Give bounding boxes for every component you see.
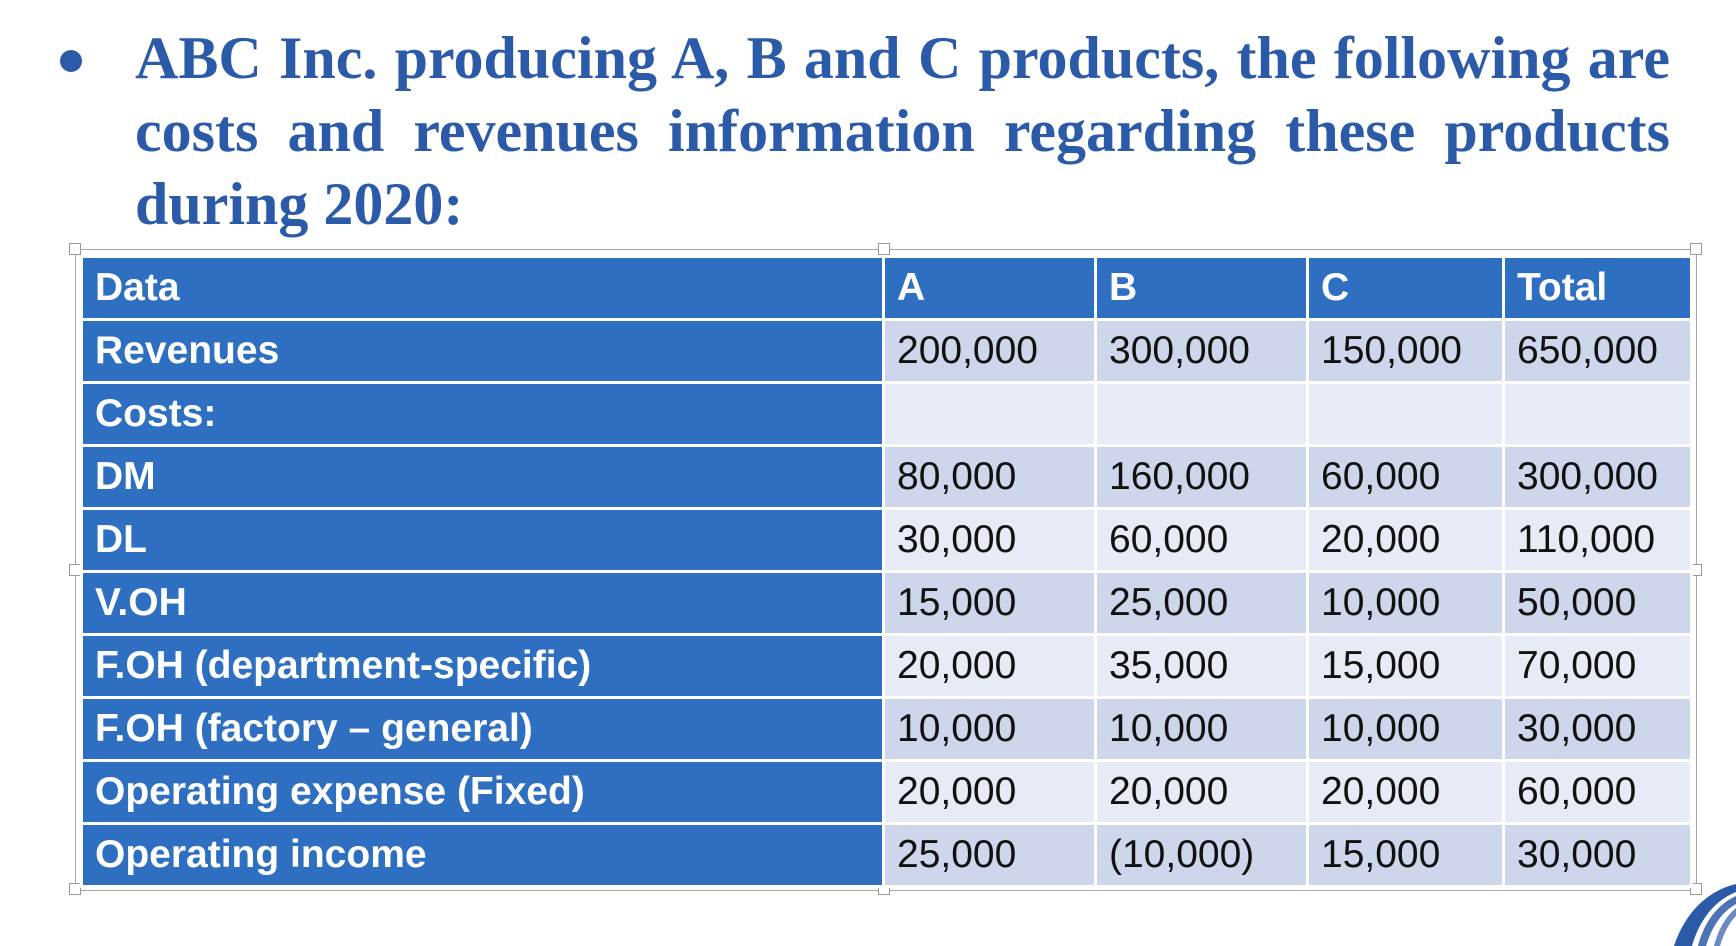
row-label-cell[interactable]: F.OH (department-specific)	[82, 635, 884, 698]
row-label-cell[interactable]: F.OH (factory – general)	[82, 698, 884, 761]
table-row	[82, 824, 1692, 887]
table-header-row	[82, 257, 1692, 320]
value-cell[interactable]: 300,000	[1504, 446, 1692, 509]
row-label-cell[interactable]: DL	[82, 509, 884, 572]
value-cell[interactable]: 15,000	[884, 572, 1096, 635]
resize-handle-top-right[interactable]	[1690, 243, 1702, 255]
value-cell[interactable]: 35,000	[1096, 635, 1308, 698]
value-cell[interactable]: 10,000	[1308, 572, 1504, 635]
value-cell[interactable]: 20,000	[884, 635, 1096, 698]
value-cell[interactable]: 10,000	[1096, 698, 1308, 761]
row-label-cell[interactable]: Operating income	[82, 824, 884, 887]
value-cell[interactable]: 70,000	[1504, 635, 1692, 698]
value-cell[interactable]: 150,000	[1308, 320, 1504, 383]
value-cell[interactable]: 15,000	[1308, 824, 1504, 887]
value-cell[interactable]: 60,000	[1504, 761, 1692, 824]
value-cell[interactable]: 20,000	[884, 761, 1096, 824]
value-cell[interactable]: 10,000	[1308, 698, 1504, 761]
table-row	[82, 320, 1692, 383]
value-cell[interactable]: 30,000	[1504, 824, 1692, 887]
row-label-cell[interactable]: Costs:	[82, 383, 884, 446]
value-cell[interactable]	[1504, 383, 1692, 446]
value-cell[interactable]	[1096, 383, 1308, 446]
value-cell[interactable]: 650,000	[1504, 320, 1692, 383]
table-row	[82, 698, 1692, 761]
value-cell[interactable]	[1308, 383, 1504, 446]
value-cell[interactable]: 25,000	[1096, 572, 1308, 635]
value-cell[interactable]: 110,000	[1504, 509, 1692, 572]
row-label-cell[interactable]: DM	[82, 446, 884, 509]
value-cell[interactable]: 20,000	[1308, 509, 1504, 572]
row-label-cell[interactable]: V.OH	[82, 572, 884, 635]
heading-block	[60, 22, 1670, 241]
value-cell[interactable]: 60,000	[1096, 509, 1308, 572]
value-cell[interactable]: 60,000	[1308, 446, 1504, 509]
resize-handle-top-left[interactable]	[69, 243, 81, 255]
value-cell[interactable]: 30,000	[884, 509, 1096, 572]
value-cell[interactable]: 300,000	[1096, 320, 1308, 383]
value-cell[interactable]	[884, 383, 1096, 446]
table-row	[82, 446, 1692, 509]
header-cell-total[interactable]: Total	[1504, 257, 1692, 320]
value-cell[interactable]: (10,000)	[1096, 824, 1308, 887]
value-cell[interactable]: 80,000	[884, 446, 1096, 509]
value-cell[interactable]: 30,000	[1504, 698, 1692, 761]
header-cell-data[interactable]: Data	[82, 257, 884, 320]
table-row	[82, 383, 1692, 446]
value-cell[interactable]: 10,000	[884, 698, 1096, 761]
header-cell-c[interactable]: C	[1308, 257, 1504, 320]
value-cell[interactable]: 25,000	[884, 824, 1096, 887]
table-row	[82, 761, 1692, 824]
heading-text: ABC Inc. producing A, B and C products, the following are costs and revenues information regarding these products during 2020:	[135, 25, 1670, 237]
header-cell-b[interactable]: B	[1096, 257, 1308, 320]
wing-logo-icon	[1640, 880, 1736, 946]
resize-handle-top-center[interactable]	[878, 243, 890, 255]
table-row	[82, 572, 1692, 635]
value-cell[interactable]: 200,000	[884, 320, 1096, 383]
value-cell[interactable]: 15,000	[1308, 635, 1504, 698]
table-row	[82, 635, 1692, 698]
bullet-dot-icon	[60, 50, 82, 72]
table-row	[82, 509, 1692, 572]
row-label-cell[interactable]: Revenues	[82, 320, 884, 383]
value-cell[interactable]: 160,000	[1096, 446, 1308, 509]
cost-revenue-table[interactable]	[80, 255, 1693, 888]
header-cell-a[interactable]: A	[884, 257, 1096, 320]
value-cell[interactable]: 20,000	[1308, 761, 1504, 824]
value-cell[interactable]: 20,000	[1096, 761, 1308, 824]
value-cell[interactable]: 50,000	[1504, 572, 1692, 635]
row-label-cell[interactable]: Operating expense (Fixed)	[82, 761, 884, 824]
